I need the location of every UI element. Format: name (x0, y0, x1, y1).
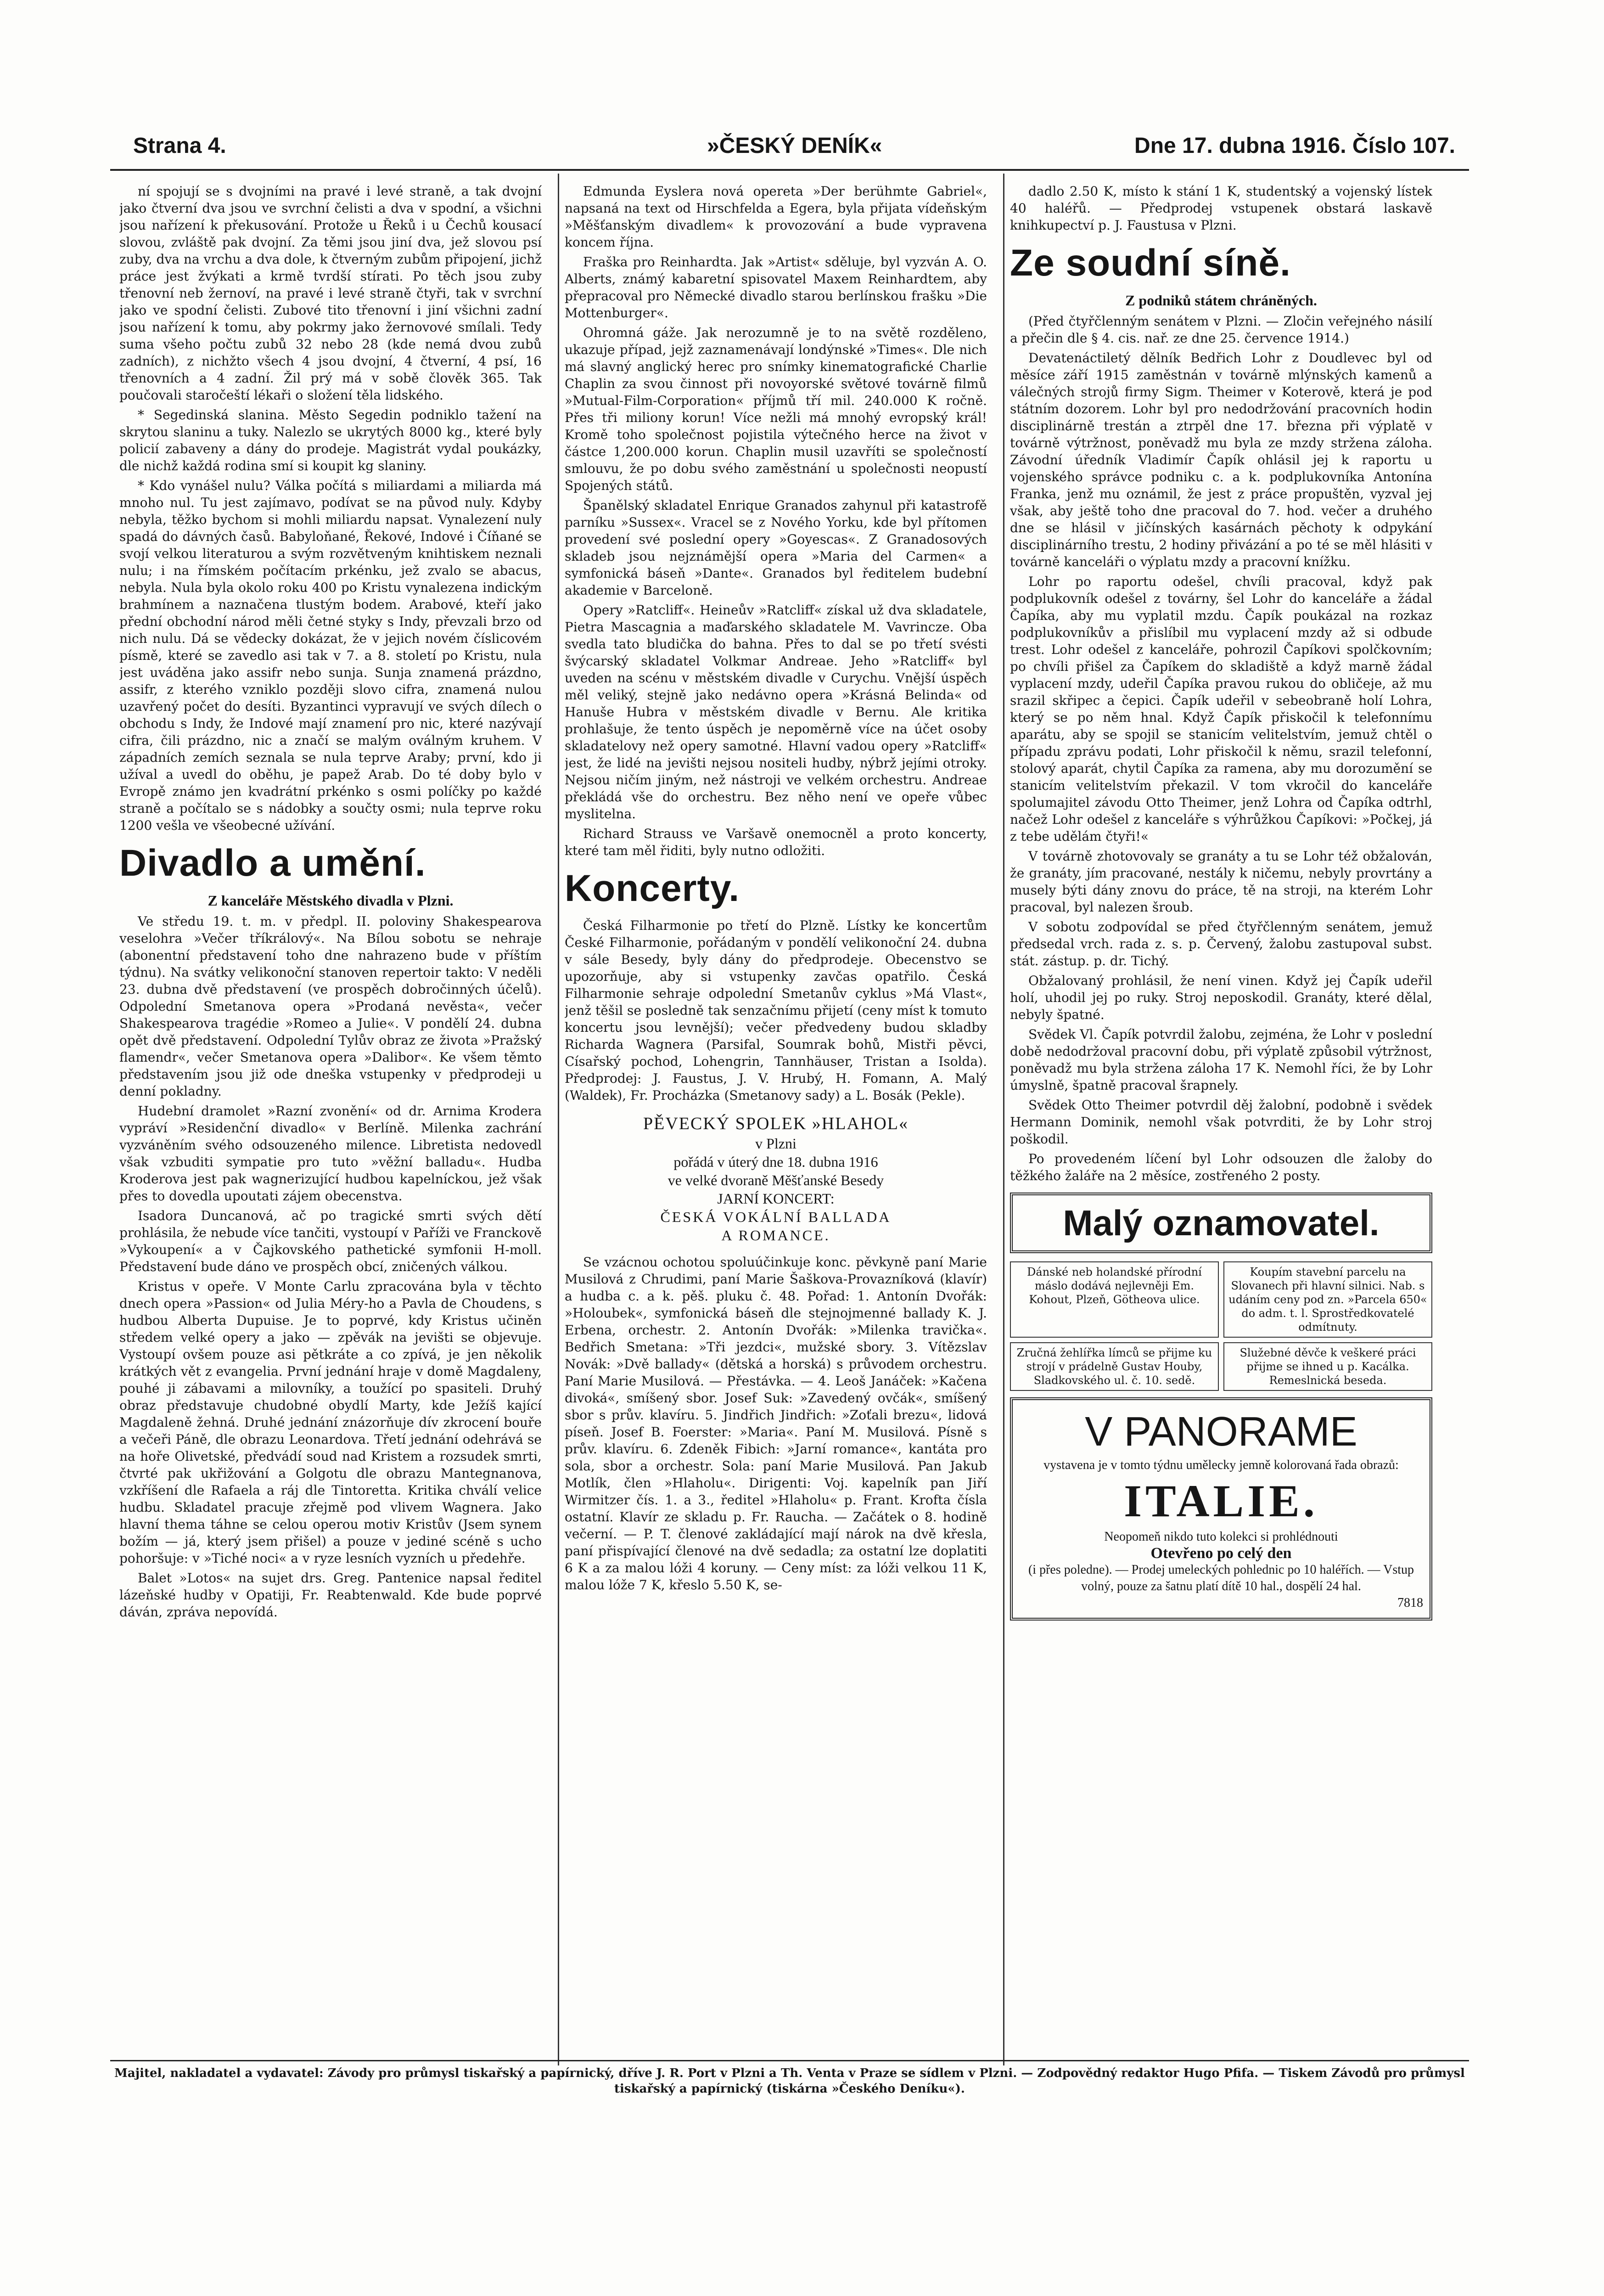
classified-ad: Zručná žehlířka límců se přijme ku strojí v prádelně Gustav Houby, Sladkovského ul. č. 10. sedě. (1010, 1342, 1219, 1391)
column-3 (1010, 183, 1432, 2056)
section-heading-divadlo: Divadlo a umění. (119, 842, 426, 884)
article-teeth: ní spojují se s dvojními na pravé i levé straně, a tak dvojní jako čtverní dva jsou ve svrchní čelisti a dva v spodní, a všichni jsou nařízení k překusování. Protože u Řeků i u Čechů kousací slovou, zvláště pak dvojní. Za těmi jsou jiní dva, jež slovou psí zuby, dva na vrchu a dva dole, k čtverným zubům připojení, jichž práce jest žvýkati a krmě tvrdší stírati. Po těch jsou zuby třenovní neb žernoví, na pravé i levé straně čtyři, tak v svrchní jako ve spodní čelisti. Zubové tito třenovní i jiní všichni zadní jsou nařízení k tomu, aby pokrmy jako žernovové smílali. Tedy suma všeho počtu zubů 32 nebo 28 (kde nemá dvou zubů zadních), z nichžto všech 4 jsou dvojní, 4 čtverní, 4 psí, 16 třenovních a 4 zadní. Žil prý má v sobě člověk 365. Tak poučovali staročeští lékaři o složení těla lidského. (119, 184, 542, 403)
column-1 (119, 183, 542, 2056)
panorama-title: V PANORAME (1085, 1409, 1357, 1455)
article-balet: Balet »Lotos« na sujet drs. Greg. Pantenice napsal ředitel lázeňské hudby v Opatiji, Fr. Reabtenwald. Kde bude poprvé dáván, zpráva nepovídá. (119, 1570, 542, 1620)
article-strauss: Richard Strauss ve Varšavě onemocněl a proto koncerty, které tam měl řiditi, byly nutno odložiti. (565, 826, 987, 858)
article-title-kancelar: Z kanceláře Městského divadla v Plzni. (208, 892, 454, 909)
footer-rule (110, 2060, 1469, 2061)
classifieds-heading: Malý oznamovatel. (1010, 1193, 1432, 1253)
article-fraska: Fraška pro Reinhardta. Jak »Artist« sděluje, byl vyzván A. O. Alberts, známý kabaretní spisovatel Maxem Reinhardtem, aby přepracoval pro Německé divadlo starou berlínskou frašku »Die Mottenburger«. (565, 254, 987, 321)
panorama-advert (1010, 1397, 1432, 1621)
court-paragraph: Po provedeném líčení byl Lohr odsouzen dle žaloby do těžkého žaláře na 2 měsíce, zostřeného 2 posty. (1010, 1151, 1432, 1183)
court-paragraph: Lohr po raportu odešel, chvíli pracoval, když pak podplukovník odešel z továrny, šel Lohr do kanceláře a žádal Čapíka, aby mu vyplatil mzdu. Čapík poukázal na rozkaz podplukovníkův a přislíbil mu vyplacení mzdy až si odbude trest. Lohr odešel z kanceláře, pohrozil Čapíkovi spolčkovním; po chvíli přišel za Čapíkem do skladiště a když marně žádal vyplacení mzdy, udeřil Čapíka pravou rukou do obličeje, až mu srazil skřipec a čepici. Čapík udeřil v sebeobraně holí Lohra, který se po něm hnal. Když Čapík přiskočil k telefonnímu aparátu, aby se spojil se stanicím velitelstvím, jemuž chtěl o případu zprávu podati, Lohr přiskočil k němu, srazil telefonní, stolový aparát, chytil Čapíka za ramena, aby mu dorozumění se stanicím velitelstvím překazil. V tom vkročil do kanceláře spolumajitel závodu Otto Theimer, jenž Lohra od Čapíka odtrhl, načež Lohr odešel z kanceláře s výhrůžkou Čapíkovi: »Počkej, já z tebe udělám čtyři!« (1010, 574, 1432, 844)
article-ohromna-gaze: Ohromná gáže. Jak nerozumně je to na světě rozděleno, ukazuje případ, jejž zaznamenávají londýnské »Times«. Dle nich má slavný anglický herec pro snímky kinematografické Charlie Chaplin za svou činnost při novoyorské světové továrně filmů »Mutual-Film-Corporation« příjmů tří mil. 240.000 K ročně. Přes tři miliony korun! Více nežli má mnohý evropský král! Kromě toho společnost pojistila výtečného herce na život v částce 1,200.000 korun. Chaplin musil uzavříti se společností smlouvu, že po dobu svého zaměstnání u společnosti neopustí Spojených států. (565, 325, 987, 493)
panorama-number: 7818 (1397, 1596, 1423, 1610)
concert-city: v Plzni (755, 1135, 796, 1152)
article-kristus: Kristus v opeře. V Monte Carlu zpracována byla v těchto dnech opera »Passion« od Julia Méry-ho a Pavla de Choudens, s hudbou Alberta Dupuise. Je to poprvé, kdy Kristus učiněn středem velké opery a jako — zpěvák na jevišti se objevuje. Vystoupí ovšem pouze asi pětkráte a co zpívá, je jen několik krátkých vět z evangelia. První jednání hraje v domě Magdaleny, pouhé ji zábavami a milovníky, a toužící po spasiteli. Druhý obraz představuje chudobné obydlí Marty, kde Ježíš kající Magdaleně žehná. Druhé jednání znázorňuje dív zkrocení bouře a večeři Páně, dle obrazu Leonardova. Třetí jednání odehrává se na hoře Olivetské, předvádí soud nad Kristem a rozsudek smrti, čtvrté pak ukřižování a Golgotu dle obrazu Mantegnanova, vzkříšení dle Rafaela a ráj dle Tintoretta. Kritika chválí velice hudbu. Skladatel pracuje zřejmě pod vlivem Wagnera. Jako hlavní thema táhne se celou operou motiv Kristův (Jsem synem božím — já, který jsem přišel) a pouze v jediné scéně s ucho pohoršuje: v »Tiché noci« a v ryze lesních vyzních u předehře. (119, 1279, 542, 1566)
concert-type: JARNÍ KONCERT: (717, 1190, 835, 1207)
page-number: Strana 4. (133, 134, 226, 158)
column-2 (565, 183, 987, 2056)
column-divider (1003, 174, 1004, 2065)
column-divider (558, 174, 559, 2065)
court-paragraph: Devatenáctiletý dělník Bedřich Lohr z Doudlevec byl od měsíce září 1915 zaměstnán v továrně mlýnských kamenů a válečných strojů firmy Sigm. Theimer v Koterově, která je pod státním dozorem. Lohr byl pro nedodržování pracovních hodin disciplinárně trestán a ztrpěl dne 17. března při výplatě v továrně výtržnost, poněvadž mu byla ze mzdy stržena záloha. Závodní úředník Vladimír Čapík ohlásil jej k raportu u vojenského správce podniku c. a k. podplukovníka Antonína Franka, jenž mu oznámil, že jest z práce propuštěn, vyzval jej však, aby ještě toho dne pracoval do 7. hod. večer a druhého dne se hlásil v jičínských kasárnách pěchoty k odpykání disciplinárního trestu, 2 hodiny přivázání a po té se měl hlásiti v továrně kanceláři o výplatu mzdy a pracovní knížku. (1010, 350, 1432, 569)
classified-ad: Dánské neb holandské přírodní máslo dodává nejlevněji Em. Kohout, Plzeň, Götheova ulice. (1010, 1261, 1219, 1338)
panorama-open: Otevřeno po celý den (1150, 1545, 1292, 1562)
issue-date: Dne 17. dubna 1916. Číslo 107. (1134, 134, 1455, 158)
section-heading-koncerty: Koncerty. (565, 867, 740, 909)
court-paragraph: V továrně zhotovovaly se granáty a tu se Lohr též obžalován, že granáty, jím pracované, nestály k ničemu, nebyly provrtány a musely býti dány znovu do práce, tě na stroji, na kterém Lohr pracoval, byl nalezen šroub. (1010, 849, 1432, 915)
classified-ad: Koupím stavební parcelu na Slovanech při hlavní silnici. Nab. s udáním ceny pod zn. »Parcela 650« do adm. t. l. Sprostředkovatelé odmítnuty. (1223, 1261, 1432, 1338)
article-eysler: Edmunda Eyslera nová opereta »Der berühmte Gabriel«, napsaná na text od Hirschfelda a Egera, byla přijata vídeňským »Měšťanským divadlem« k provozování a bude vypravena koncem října. (565, 184, 987, 250)
concert-program: Se vzácnou ochotou spoluúčinkuje konc. pěvkyně paní Marie Musilová z Chrudimi, paní Marie Šaškova-Provazníková (klavír) a hudba c. a k. pěš. pluku č. 48. Pořad: 1. Antonín Dvořák: »Holoubek«, symfonická báseň dle stejnojmenné ballady K. J. Erbena, orchestr. 2. Antonín Dvořák: »Milenka travička«. Bedřich Smetana: »Tři jezdci«, mužské sbory. 3. Vítězslav Novák: »Dvě ballady« (dětská a horská) s průvodem orchestru. Paní Marie Musilová. — Přestávka. — 4. Leoš Janáček: »Kačena divoká«, smíšený sbor. Josef Suk: »Zavedený ovčák«, smíšený sbor s prův. klavíru. 5. Jindřich Jindřich: »Zoťali brezu«, lidová píseň. Josef B. Foerster: »Maria«. Paní M. Musilová. Písně s prův. klavíru. 6. Zdeněk Fibich: »Jarní romance«, kantáta pro sola, sbor a orchestr. Sola: paní Marie Musilová. Pan Jakub Motlík, člen »Hlaholu«. Dirigenti: Voj. kapelník pan Jiří Wirmitzer čís. 1. a 3., ředitel »Hlaholu« p. Frant. Krofta čísla ostatní. Klavír ze skladu p. Fr. Raucha. — Začátek o 8. hodině večerní. — P. T. členové zakládající mají nárok na dvě křesla, paní přispívající členové na dvě sedadla; za ostatní lze doplatiti 6 K a za malou lóži 4 koruny. — Ceny míst: za lóži velkou 11 K, malou lóže 7 K, křeslo 5.50 K, se- (565, 1255, 987, 1593)
article-title-podniku: Z podniků státem chráněných. (1125, 292, 1317, 309)
newspaper-page (110, 123, 1469, 2199)
concert-title-line-1: ČESKÁ VOKÁLNÍ BALLADA (660, 1209, 892, 1225)
concert-title-line-2: A ROMANCE. (721, 1227, 830, 1244)
classified-ad: Služebné děvče k veškeré práci přijme se ihned u p. Kacálka. Remeslnická beseda. (1223, 1342, 1432, 1391)
section-heading-soudni: Ze soudní síně. (1010, 242, 1291, 284)
article-nula: * Kdo vynášel nulu? Válka počítá s miliardami a miliarda má mnoho nul. Tu jest zajímavo, podívat se na původ nuly. Kdyby nebyla, těžko bychom si mohli miliardu napsat. Vynalezení nuly spadá do dávných časů. Babyloňané, Řekové, Indové i Číňané se svojí velkou literaturou a svým rozvětveným knihtiskem neznali nulu; i na římském počítacím prkénku, jež zvalo se abacus, nebyla. Nula byla okolo roku 400 po Kristu vynalezena indickým brahmínem a naznačena tlustým bodem. Arabové, kteří jako přední obchodní národ měli četné styky s Indy, převzali brzo od nich nulu. Dá se vědecky dokázat, že v jejich novém číslicovém písmě, které se zavedlo asi tak v 7. a 8. století po Kristu, nula jest uváděna jako assifr nebo sunja. Sunja znamená prázdno, assifr, z kterého vzniklo později slovo cifra, znamená nulou uzavřený počet do desíti. Byzantinci vypravují ve svých dílech o obchodu s Indy, že Indové mají znamení pro nic, které nazývají cifra, čili prázdno, nic a značí se malým oválným kruhem. V západních zemích seznala se nula teprve Araby; první, kdo ji užíval a uvedl do oběhu, je papež Arab. Do té doby bylo v Evropě známo jen kvadrátní prkénko s osmi políčky po každé straně a počítalo se s nádobky a součty osmi; nula teprve roku 1200 vešla ve všeobecné užívání. (119, 478, 542, 833)
article-duncan: Isadora Duncanová, ač po tragické smrti svých dětí prohlásila, že nebude více tančiti, vystoupí v Paříži ve Franckově »Vykoupení« a v Čajkovského pathetické symfonii H-moll. Představení bude dáno ve prospěch obcí, zničených válkou. (119, 1208, 542, 1274)
concert-announcement (565, 1113, 987, 1244)
article-segedin: * Segedinská slanina. Město Segedin podniklo tažení na skrytou slaninu a tuky. Nalezlo se ukrytých 8000 kg., které byly policií zabaveny a dány do prodeje. Magistrát vydal poukázky, dle nichž každá rodina smí si koupit kg slaniny. (119, 407, 542, 473)
page-header (110, 123, 1469, 169)
panorama-note: Neopomeň nikdo tuto kolekci si prohlédnouti (1104, 1530, 1338, 1544)
article-filharmonie: Česká Filharmonie po třetí do Plzně. Lístky ke koncertům České Filharmonie, pořádaným v pondělí velikonoční 24. dubna v sále Besedy, byly dány do předprodeje. Obecenstvo se upozorňuje, aby si vstupenky zavčas opatřilo. Česká Filharmonie sehraje odpolední Smetanův cyklus »Má Vlast«, jenž těšil se posledně tak senzačnímu přijetí (ceny míst k tomuto koncertu jsou levnější); večer předvedeny budou skladby Richarda Wagnera (Parsifal, Soumrak bohů, Mistři pěvci, Císařský pochod, Lohengrin, Tannhäuser, Tristan a Isolda). Předprodej: J. Faustus, J. V. Hrubý, H. Fomann, A. Malý (Waldek), Fr. Procházka (Smetanovy sady) a L. Bosák (Pekle). (565, 918, 987, 1103)
header-rule (110, 169, 1469, 171)
concert-organizer: PĚVECKÝ SPOLEK »HLAHOL« (643, 1114, 909, 1133)
court-paragraph: Obžalovaný prohlásil, že není vinen. Když jej Čapík udeřil holí, uhodil jej po ruky. Stroj neposkodil. Granáty, které dělal, nebyly špatné. (1010, 973, 1432, 1022)
concert-program-continued: dadlo 2.50 K, místo k stání 1 K, studentský a vojenský lístek 40 haléřů. — Předprodej vstupenek obstará laskavě knihkupectví p. J. Faustusa v Plzni. (1010, 184, 1432, 233)
classifieds-grid (1010, 1261, 1432, 1391)
court-paragraph: Svědek Vl. Čapík potvrdil žalobu, zejména, že Lohr v poslední době nedodržoval pracovní dobu, při výplatě způsobil výtržnost, poněvadž mu byla stržena záloha 17 K. Nemohl říci, že by Lohr úmyslně, špatně pracoval šrapnely. (1010, 1027, 1432, 1093)
concert-venue: ve velké dvoraně Měšťanské Besedy (667, 1172, 884, 1188)
article-podniku-sub: (Před čtyřčlenným senátem v Plzni. — Zločin veřejného násilí a přečin dle § 4. cis. nař. ze dne 25. července 1914.) (1010, 314, 1432, 346)
article-granados: Španělský skladatel Enrique Granados zahynul při katastrofě parníku »Sussex«. Vracel se z Nového Yorku, kde byl přítomen provedení své poslední opery »Goyescas«. Z Granadosových skladeb jsou nejznámější opera »Maria del Carmen« a symfonická báseň »Dante«. Granados byl ředitelem budební akademie v Barceloně. (565, 498, 987, 598)
panorama-italie: ITALIE. (1124, 1475, 1318, 1526)
newspaper-title: »ČESKÝ DENÍK« (707, 134, 882, 158)
imprint-footer: Majitel, nakladatel a vydavatel: Závody pro průmysl tiskařský a papírnický, dříve J. R. Port v Plzni a Th. Venta v Praze se sídlem v Plzni. — Zodpovědný redaktor Hugo Pfifa. — Tiskem Závodů pro průmysl tiskařský a papírnický (tiskárna »Českého Deníku«). (114, 2066, 1465, 2096)
court-paragraph: V sobotu zodpovídal se před čtyřčlenným senátem, jemuž předsedal vrch. rada z. s. p. Červený, žalobu zastupoval subst. stát. zástup. p. dr. Tichý. (1010, 919, 1432, 968)
article-ratcliff: Opery »Ratcliff«. Heineův »Ratcliff« získal už dva skladatele, Pietra Mascagnia a maďarského skladatele M. Vavrincze. Oba svedla tato bludička do bahna. Přes to dal se po třetí svésti švýcarský skladatel Volkmar Andreae. Jeho »Ratcliff« byl uveden na scénu v městském divadle v Curychu. Vnější úspěch měl veliký, stejně jako nedávno opera »Krásná Belinda« od Hanuše Hubra v městském divadle v Bernu. Ale kritika prohlašuje, že tento úspěch je nepoměrně více na účet osoby skladatelovy než opery samotné. Hlavní vadou opery »Ratcliff« jest, že lidé na jevišti nejsou nositeli hudby, nýbrž jejími otroky. Nejsou ničím jiným, než nástroji ve velkém orchestru. Andreae překládá vše do orchestru. Bez něho není ve opeře vůbec myslitelna. (565, 602, 987, 822)
panorama-subtitle: vystavena je v tomto týdnu umělecky jemně kolorovaná řada obrazů: (1043, 1458, 1399, 1472)
article-kancelar: Ve středu 19. t. m. v předpl. II. poloviny Shakespearova veselohra »Večer tříkrálový«. Na Bílou sobotu se nehraje (abonentní představení toho dne nahrazeno bude v příštím týdnu). Na svátky velikonoční stanoven repertoir takto: V neděli 23. dubna dvě představení (ve prospěch dobročinných účelů). Odpolední Smetanova opera »Prodaná nevěsta«, večer Shakespearova tragédie »Romeo a Julie«. V pondělí 24. dubna opět dvě představení. Odpolední Tylův obraz ze života »Pražský flamendr«, večer Smetanova opera »Dalibor«. Ke všem těmto představením jsou již ode dneška vstupenky v předprodeji u denní pokladny. (119, 914, 542, 1099)
panorama-info: (i přes poledne). — Prodej umeleckých pohlednic po 10 haléřích. — Vstup volný, pouze za šatnu platí dítě 10 hal., dospělí 24 hal. (1028, 1563, 1414, 1593)
article-dramolet: Hudební dramolet »Razní zvonění« od dr. Arnima Krodera vypráví »Residenční divadlo« v Berlíně. Milenka zachrání vyzváněním svého odsouzeného milence. Libretista nedovedl však vzbuditi sympatie pro tuto »věžní balladu«. Hudba Kroderova jest pak wagnerizující hudbou kapelníckou, jež však přes to dovedla upoutati zájem obecenstva. (119, 1103, 542, 1204)
concert-date: pořádá v úterý dne 18. dubna 1916 (673, 1154, 878, 1170)
court-paragraph: Svědek Otto Theimer potvrdil děj žalobní, podobně i svědek Hermann Dominik, nemohl však potvrditi, že by Lohr stroj poškodil. (1010, 1097, 1432, 1147)
